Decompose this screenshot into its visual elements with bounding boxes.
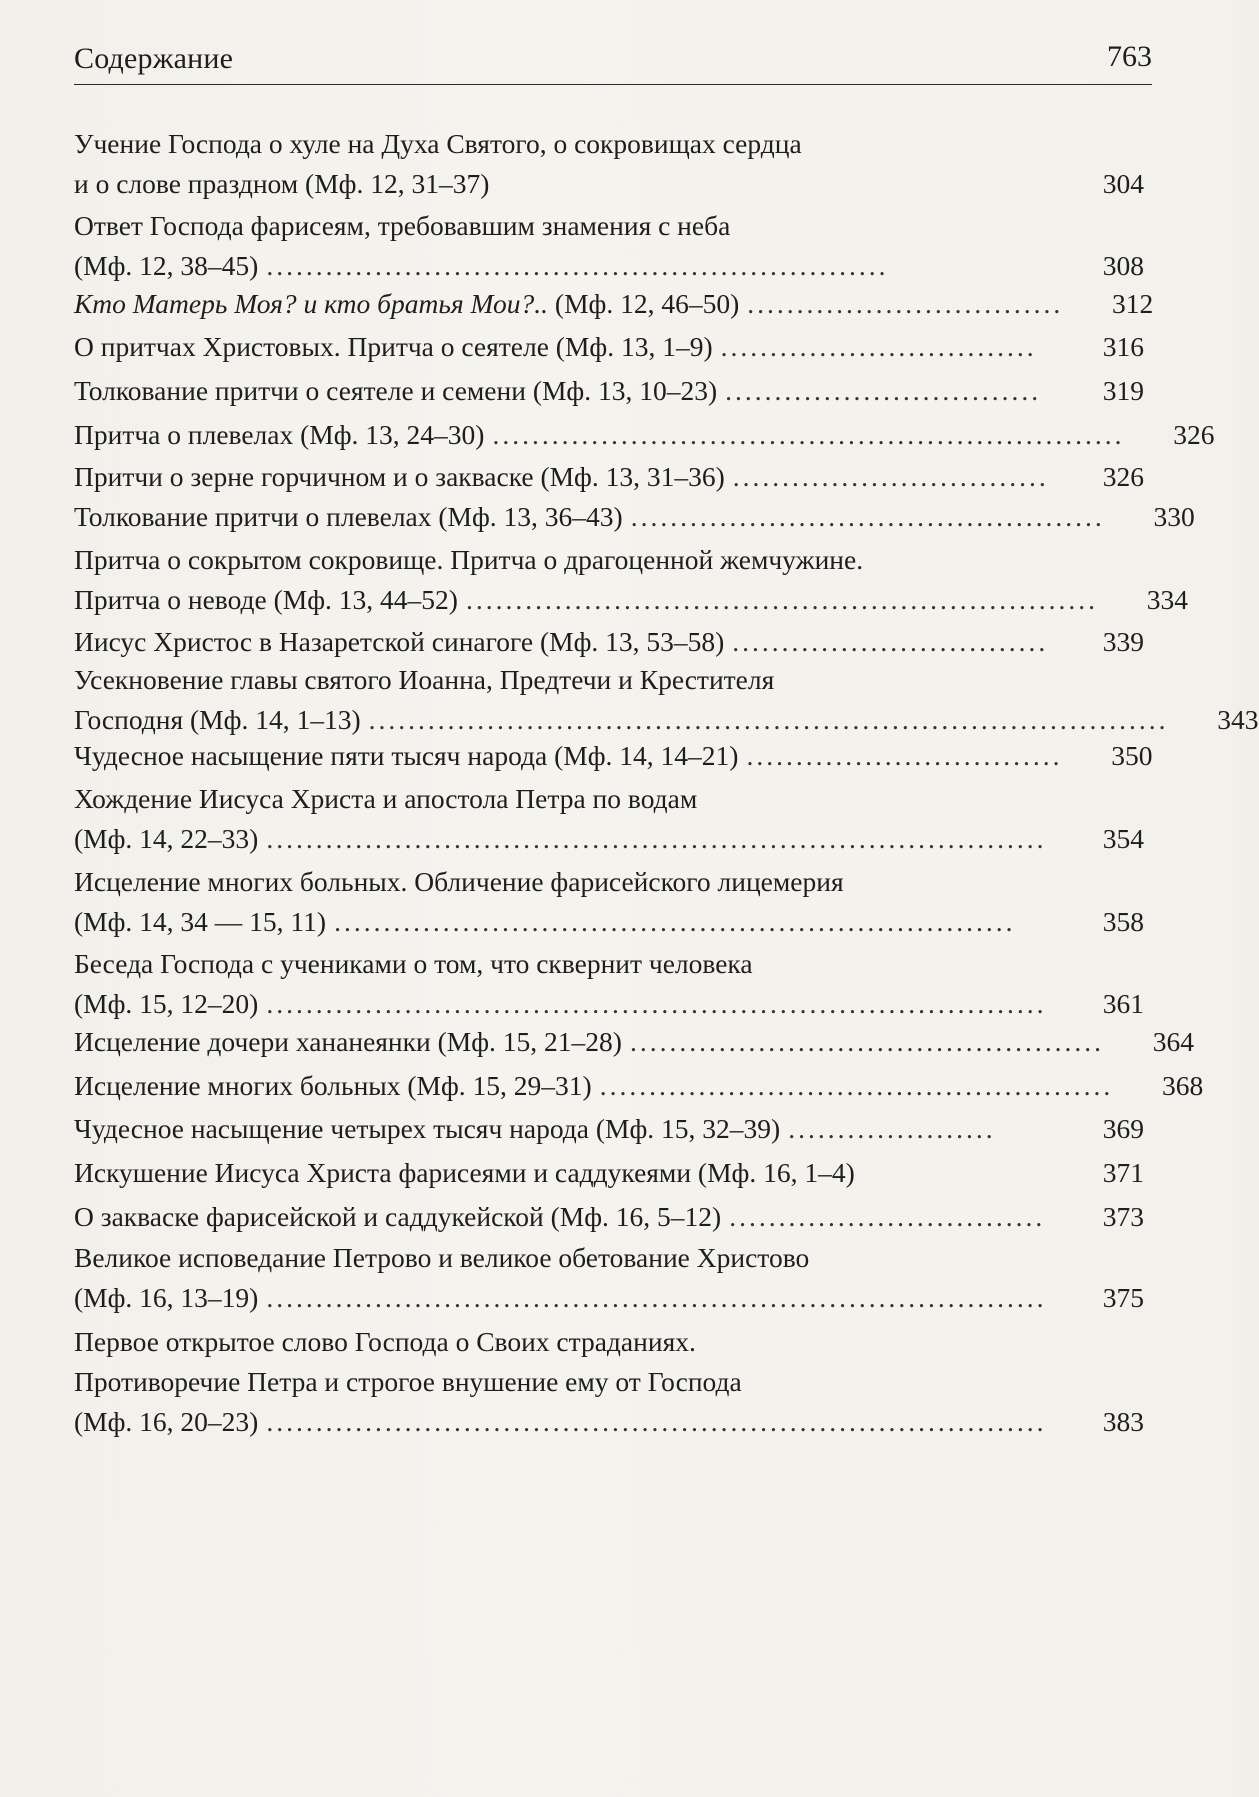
- toc-entry: [74, 1153, 1144, 1193]
- toc-entry-suffix: (Мф. 12, 46–50): [548, 288, 740, 319]
- toc-entry: [74, 1238, 1144, 1318]
- toc-entry-text: Исцеление дочери хананеянки (Мф. 15, 21–28): [74, 1026, 622, 1057]
- toc-entry: [74, 779, 1144, 859]
- page-number: 763: [1107, 40, 1152, 73]
- toc-entry: [74, 622, 1144, 662]
- toc-entry-text: Чудесное насыщение пяти тысяч народа (Мф. 14, 14–21): [74, 740, 739, 771]
- toc-leader-dots: ................................................................: [465, 584, 1098, 615]
- toc-entry: [74, 497, 1195, 537]
- toc-entry-line: [74, 700, 1259, 740]
- running-header: [74, 38, 1152, 85]
- toc-leader-dots: ................................: [732, 461, 1049, 492]
- toc-page-number: 364: [1152, 1026, 1194, 1057]
- toc-entry-line: [74, 497, 1195, 537]
- toc-entry-line: [74, 1402, 1144, 1442]
- toc-entry-text: Притчи о зерне горчичном и о закваске (Мф. 13, 31–36): [74, 461, 725, 492]
- toc-entry-line: [74, 622, 1144, 662]
- toc-page-number: 304: [1102, 168, 1144, 199]
- toc-entry-text: (Мф. 16, 13–19): [74, 1282, 259, 1313]
- toc-entry-line: [74, 1278, 1144, 1318]
- toc-entry-text: (Мф. 12, 38–45): [74, 250, 259, 281]
- toc-entry-line: [74, 1109, 1144, 1149]
- toc-leader-dots: ................................: [732, 626, 1049, 657]
- toc-leader-dots: ................................: [720, 331, 1037, 362]
- toc-entry: [74, 327, 1144, 367]
- toc-page-number: 316: [1102, 331, 1144, 362]
- toc-leader-dots: ...............................................................................: [266, 988, 1047, 1019]
- toc-page-number: 373: [1102, 1201, 1144, 1232]
- toc-leader-dots: .....................................................................: [334, 906, 1016, 937]
- toc-entry-text: Исцеление многих больных (Мф. 15, 29–31): [74, 1070, 592, 1101]
- toc-entry: [74, 1197, 1144, 1237]
- toc-page-number: 326: [1102, 461, 1144, 492]
- toc-entry-line: [74, 944, 1144, 984]
- toc-entry-line: [74, 660, 1144, 700]
- toc-page-number: 371: [1102, 1157, 1144, 1188]
- toc-entry: [74, 284, 1154, 324]
- toc-entry-italic-text: Кто Матерь Моя? и кто братья Мои?..: [74, 288, 549, 319]
- toc-entry-text: [74, 284, 739, 324]
- toc-page-number: 361: [1102, 988, 1144, 1019]
- toc-entry-line: [74, 246, 1144, 286]
- toc-page-number: 350: [1111, 740, 1153, 771]
- toc-leader-dots: ....................................................: [599, 1070, 1114, 1101]
- toc-entry-text: Усекновение главы святого Иоанна, Предтечи и Крестителя: [74, 664, 775, 695]
- toc-leader-dots: ...............................................................................: [266, 1406, 1047, 1437]
- toc-entry: [74, 540, 1188, 620]
- toc-page-number: 319: [1102, 375, 1144, 406]
- toc-leader-dots: ................................................: [629, 1026, 1104, 1057]
- toc-entry-line: [74, 540, 1144, 580]
- toc-entry-text: Притча о сокрытом сокровище. Притча о драгоценной жемчужине.: [74, 544, 864, 575]
- toc-leader-dots: ................................................: [630, 501, 1105, 532]
- toc-page-number: 330: [1153, 501, 1195, 532]
- toc-entry-text: О притчах Христовых. Притча о сеятеле (Мф. 13, 1–9): [74, 331, 713, 362]
- toc-entry-text: Господня (Мф. 14, 1–13): [74, 704, 361, 735]
- toc-entry-line: [74, 736, 1153, 776]
- toc-entry-line: [74, 1066, 1204, 1106]
- toc-entry-text: Искушение Иисуса Христа фарисеями и саддукеями (Мф. 16, 1–4): [74, 1157, 855, 1188]
- toc-entry-text: Толкование притчи о плевелах (Мф. 13, 36–43): [74, 501, 623, 532]
- toc-leader-dots: ................................: [725, 375, 1042, 406]
- toc-entry: [74, 862, 1144, 942]
- toc-entry-text: Беседа Господа с учениками о том, что сквернит человека: [74, 948, 753, 979]
- toc-leader-dots: ................................................................: [492, 419, 1125, 450]
- toc-leader-dots: ...............................................................: [266, 250, 889, 281]
- toc-page-number: 339: [1102, 626, 1144, 657]
- running-title: Содержание: [74, 42, 234, 75]
- toc-entry-line: [74, 1362, 1144, 1402]
- toc-entry: [74, 1022, 1194, 1062]
- toc-entry-text: Первое открытое слово Господа о Своих страданиях.: [74, 1326, 696, 1357]
- toc-entry-text: Великое исповедание Петрово и великое обетование Христово: [74, 1242, 810, 1273]
- toc-entry: [74, 1322, 1144, 1442]
- toc-entry-line: [74, 206, 1144, 246]
- toc-entry-line: [74, 371, 1144, 411]
- toc-leader-dots: ................................: [729, 1201, 1046, 1232]
- toc-leader-dots: ................................: [747, 288, 1064, 319]
- toc-entry-text: (Мф. 16, 20–23): [74, 1406, 259, 1437]
- toc-entry-line: [74, 1322, 1144, 1362]
- toc-entry: [74, 124, 1144, 204]
- toc-entry-text: и о слове праздном (Мф. 12, 31–37): [74, 168, 490, 199]
- toc-page-number: 358: [1102, 906, 1144, 937]
- toc-entry-text: Чудесное насыщение четырех тысяч народа (Мф. 15, 32–39): [74, 1113, 781, 1144]
- toc-entry-text: Исцеление многих больных. Обличение фарисейского лицемерия: [74, 866, 844, 897]
- toc-entry-line: [74, 1197, 1144, 1237]
- toc-entry-line: [74, 327, 1144, 367]
- toc-entry-line: [74, 779, 1144, 819]
- toc-entry-text: Притча о плевелах (Мф. 13, 24–30): [74, 419, 485, 450]
- toc-entry-line: [74, 580, 1188, 620]
- toc-page-number: 312: [1112, 288, 1154, 319]
- toc-entry-line: [74, 124, 1144, 164]
- toc-entry: [74, 371, 1144, 411]
- toc-entry-line: [74, 819, 1144, 859]
- toc-leader-dots: .....................: [788, 1113, 996, 1144]
- toc-leader-dots: ................................: [746, 740, 1063, 771]
- toc-entry: [74, 660, 1259, 740]
- toc-page-number: 375: [1102, 1282, 1144, 1313]
- toc-entry-text: Толкование притчи о сеятеле и семени (Мф. 13, 10–23): [74, 375, 718, 406]
- toc-page-number: 308: [1102, 250, 1144, 281]
- toc-entry-text: Хождение Иисуса Христа и апостола Петра по водам: [74, 783, 698, 814]
- toc-entry-text: Учение Господа о хуле на Духа Святого, о сокровищах сердца: [74, 128, 802, 159]
- toc-page-number: 369: [1102, 1113, 1144, 1144]
- toc-entry: [74, 944, 1144, 1024]
- toc-entry-text: Притча о неводе (Мф. 13, 44–52): [74, 584, 458, 615]
- toc-entry: [74, 736, 1153, 776]
- toc-page-number: 354: [1102, 823, 1144, 854]
- toc-entry-line: [74, 457, 1144, 497]
- toc-entry-line: [74, 984, 1144, 1024]
- toc-leader-dots: ...............................................................................: [266, 1282, 1047, 1313]
- toc-leader-dots: ...............................................................................: [266, 823, 1047, 854]
- toc-entry-text: (Мф. 15, 12–20): [74, 988, 259, 1019]
- toc-entry-line: [74, 1238, 1144, 1278]
- toc-page-number: 343: [1217, 704, 1259, 735]
- toc-entry-line: [74, 1022, 1194, 1062]
- toc-entry: [74, 415, 1215, 455]
- toc-entry-line: [74, 902, 1144, 942]
- toc-page-number: 383: [1102, 1406, 1144, 1437]
- toc-entry-line: [74, 415, 1215, 455]
- toc-entry-line: [74, 284, 1154, 324]
- toc-entry-text: Ответ Господа фарисеям, требовавшим знамения с неба: [74, 210, 731, 241]
- toc-entry-line: [74, 1153, 1144, 1193]
- toc-entry: [74, 1066, 1204, 1106]
- toc-entry: [74, 206, 1144, 286]
- toc-entry-text: Иисус Христос в Назаретской синагоге (Мф. 13, 53–58): [74, 626, 725, 657]
- toc-leader-dots: .................................................................................: [368, 704, 1169, 735]
- toc-entry-line: [74, 862, 1144, 902]
- toc-entry: [74, 457, 1144, 497]
- toc-entry: [74, 1109, 1144, 1149]
- toc-page-number: 334: [1146, 584, 1188, 615]
- toc-entry-line: [74, 164, 1144, 204]
- toc-page-number: 326: [1173, 419, 1215, 450]
- toc-entry-text: (Мф. 14, 34 — 15, 11): [74, 906, 327, 937]
- toc-entry-text: О закваске фарисейской и саддукейской (Мф. 16, 5–12): [74, 1201, 722, 1232]
- toc-entry-text: (Мф. 14, 22–33): [74, 823, 259, 854]
- toc-page-number: 368: [1161, 1070, 1204, 1101]
- toc-entry-text: Противоречие Петра и строгое внушение ему от Господа: [74, 1366, 742, 1397]
